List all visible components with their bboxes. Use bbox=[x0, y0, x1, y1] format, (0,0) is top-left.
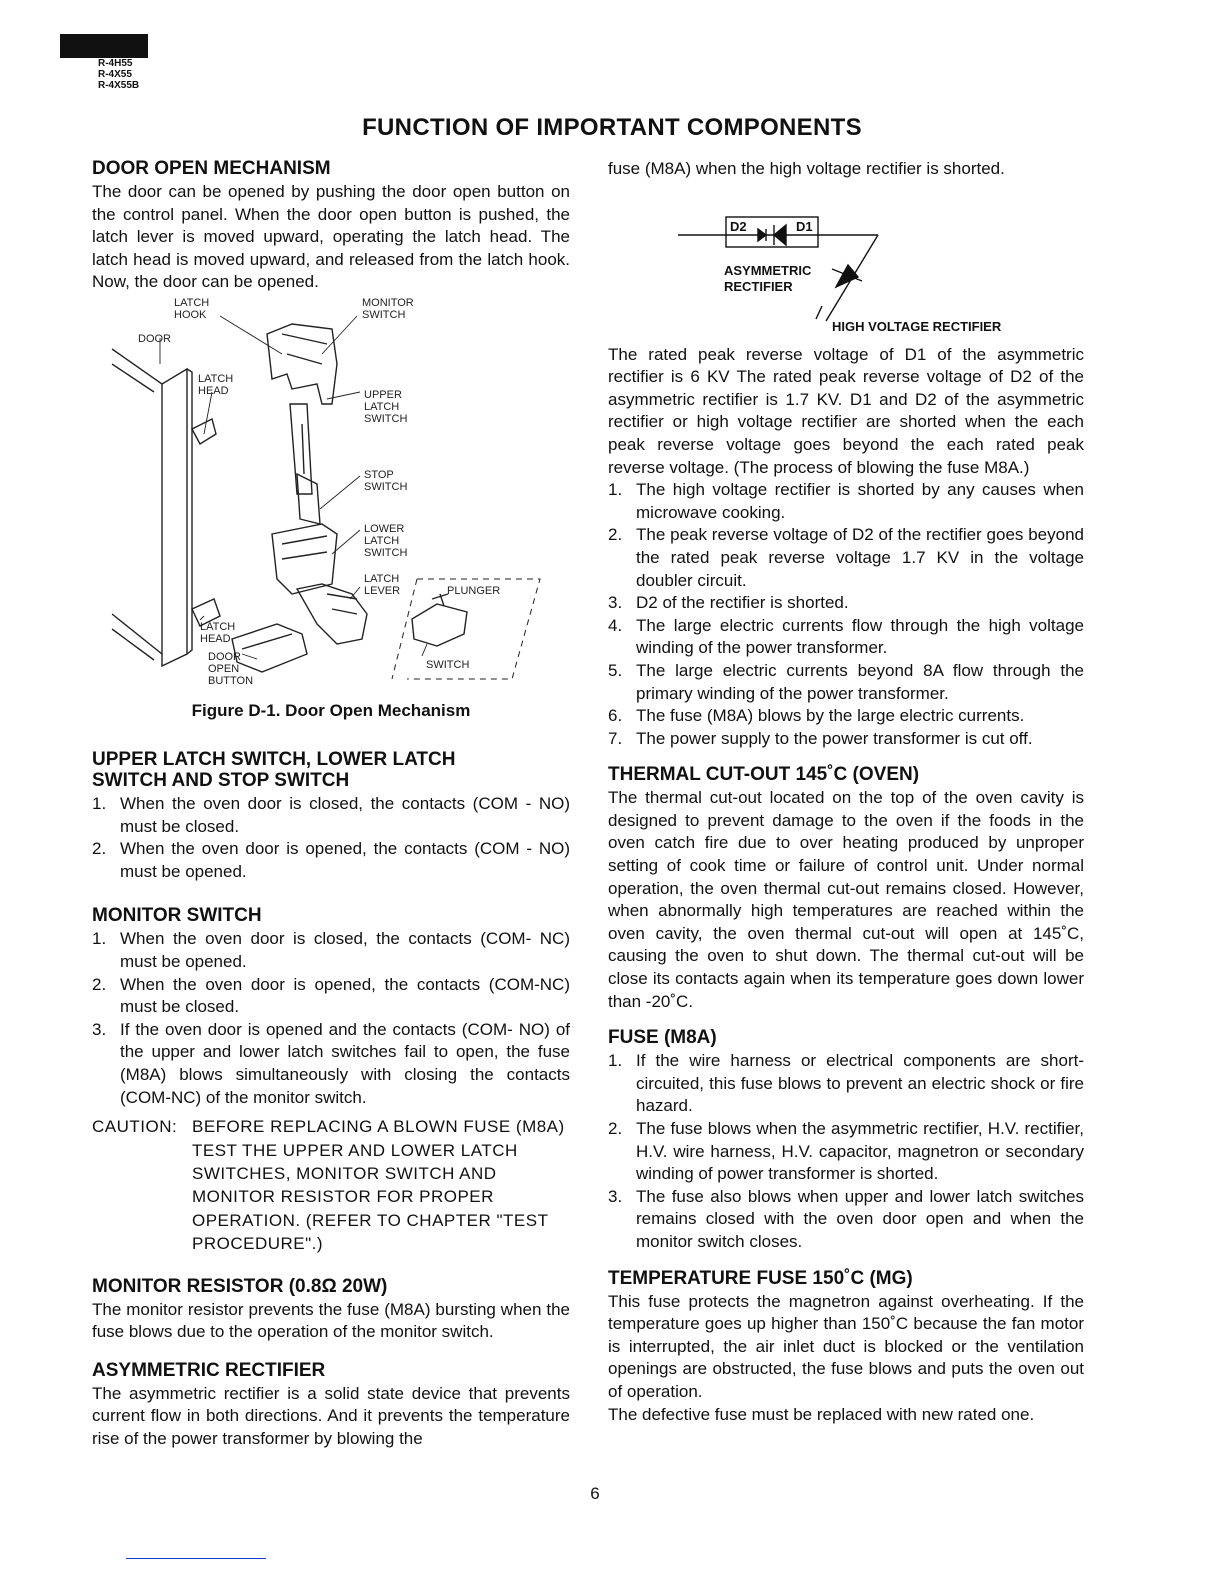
label-monitor-switch-1: MONITOR bbox=[362, 296, 414, 309]
item-number: 1. bbox=[92, 793, 107, 813]
asymmetric-label-2: RECTIFIER bbox=[724, 278, 793, 294]
temperature-fuse-text: This fuse protects the magnetron against overheating. If the temperature goes up higher than 150˚C because the fan motor is interrupted, the air inlet duct is blocked or the ventilation openings are obstructed, the fuse blows and puts the oven out of operation. bbox=[608, 1291, 1084, 1401]
door-panel bbox=[162, 369, 187, 666]
item-number: 3. bbox=[608, 593, 623, 613]
model-numbers bbox=[98, 58, 139, 91]
list-item bbox=[608, 1186, 1084, 1254]
list-item bbox=[608, 592, 1084, 615]
page-title: FUNCTION OF IMPORTANT COMPONENTS bbox=[362, 114, 862, 141]
temperature-fuse-text-2: The defective fuse must be replaced with new rated one. bbox=[608, 1404, 1035, 1424]
label-upper-3: SWITCH bbox=[364, 412, 408, 425]
latch-switches-list bbox=[92, 793, 570, 883]
item-number: 3. bbox=[92, 1019, 107, 1039]
list-item bbox=[608, 524, 1084, 592]
label-stop-1: STOP bbox=[364, 468, 394, 481]
list-item bbox=[92, 1019, 570, 1109]
fuse-blow-process-list bbox=[608, 479, 1084, 750]
asymmetric-rectifier-text-cont: fuse (M8A) when the high voltage rectifier is shorted. bbox=[608, 159, 1005, 178]
label-latch-hook-2: HOOK bbox=[174, 308, 207, 321]
item-text: The peak reverse voltage of D2 of the rectifier goes beyond the rated peak reverse voltage 1.7 KV in the voltage doubler circuit. bbox=[636, 525, 1084, 590]
item-text: If the wire harness or electrical components are short-circuited, this fuse blows to prevent an electric shock or fire hazard. bbox=[636, 1051, 1084, 1116]
label-button-1: DOOR bbox=[208, 650, 241, 663]
item-text: The power supply to the power transformer is cut off. bbox=[636, 728, 1033, 748]
list-item bbox=[92, 928, 570, 973]
door-open-text: The door can be opened by pushing the door open button on the control panel. When the door open button is pushed, the latch lever is moved upward, operating the latch head. The latch head is moved upward, and released from the latch hook. Now, the door can be opened. bbox=[92, 182, 570, 292]
hv-rectifier-label: HIGH VOLTAGE RECTIFIER bbox=[832, 318, 1002, 334]
fuse-heading: FUSE (M8A) bbox=[608, 1027, 717, 1049]
latch-switches-heading-1: UPPER LATCH SWITCH, LOWER LATCH bbox=[92, 748, 456, 770]
list-item bbox=[608, 660, 1084, 705]
rectifier-voltage-text: The rated peak reverse voltage of D1 of the asymmetric rectifier is 6 KV The rated peak reverse voltage of D2 of the asymmetric rectifier is 1.7 KV. D1 and D2 of the asymmetric rectifier or high voltage rectifier are shorted when the each peak reverse voltage goes beyond the each rated peak reverse voltage. (The process of blowing the fuse M8A.) bbox=[608, 344, 1084, 477]
latch-switches-heading-2: SWITCH AND STOP SWITCH bbox=[92, 769, 350, 791]
list-item bbox=[92, 838, 570, 883]
d2-label: D2 bbox=[730, 218, 747, 234]
plunger-switch-shape bbox=[412, 604, 467, 646]
item-number: 7. bbox=[608, 728, 623, 748]
monitor-resistor-text: The monitor resistor prevents the fuse (M8A) bursting when the fuse blows due to the operation of the monitor switch. bbox=[92, 1299, 570, 1342]
item-text: When the oven door is closed, the contacts (COM- NC) must be opened. bbox=[120, 929, 570, 971]
label-lever-1: LATCH bbox=[364, 572, 400, 585]
label-button-3: BUTTON bbox=[208, 674, 254, 687]
thermal-cutout-heading: THERMAL CUT-OUT 145˚C (OVEN) bbox=[608, 764, 920, 786]
label-switch: SWITCH bbox=[426, 658, 470, 671]
lower-mechanism bbox=[272, 524, 337, 594]
item-number: 3. bbox=[608, 1186, 623, 1206]
list-item bbox=[608, 479, 1084, 524]
temperature-fuse-heading: TEMPERATURE FUSE 150˚C (MG) bbox=[608, 1267, 913, 1289]
label-button-2: OPEN bbox=[208, 662, 240, 675]
item-number: 4. bbox=[608, 615, 623, 635]
item-number: 2. bbox=[608, 1119, 623, 1138]
figure-caption: Figure D-1. Door Open Mechanism bbox=[191, 700, 471, 720]
item-text: D2 of the rectifier is shorted. bbox=[636, 593, 849, 613]
label-monitor-switch-2: SWITCH bbox=[362, 308, 406, 321]
list-item bbox=[608, 1118, 1084, 1186]
thermal-cutout-text: The thermal cut-out located on the top of the oven cavity is designed to prevent damage to the oven if the foods in the oven catch fire due to over heating produced by unproper setting of cook time or failure of control unit. Under normal operation, the oven thermal cut-out remains closed. However, when abnormally high temperatures are reached within the oven cavity, the oven thermal cut-out will open at 145˚C, causing the oven to shut down. The thermal cut-out will be close its contacts again when its temperature goes down lower than -20˚C. bbox=[608, 788, 1084, 1011]
item-number: 2. bbox=[92, 839, 107, 859]
item-text: If the oven door is opened and the contacts (COM- NO) of the upper and lower latch switches fail to open, the fuse (M8A) blows simultaneously with closing the contacts (COM-NC) of the monitor switch. bbox=[120, 1019, 570, 1107]
header-black-bar bbox=[60, 34, 148, 58]
label-upper-1: UPPER bbox=[364, 388, 402, 401]
item-number: 2. bbox=[92, 974, 107, 994]
right-column bbox=[608, 158, 1084, 1426]
fuse-list bbox=[608, 1050, 1084, 1253]
monitor-switch-heading: MONITOR SWITCH bbox=[92, 905, 262, 927]
item-text: The fuse (M8A) blows by the large electric currents. bbox=[636, 706, 1025, 726]
model-number: R-4X55B bbox=[98, 80, 140, 91]
asymmetric-label-1: ASYMMETRIC bbox=[724, 262, 812, 278]
footer-line bbox=[126, 1558, 266, 1559]
label-upper-2: LATCH bbox=[364, 400, 400, 413]
d1-label: D1 bbox=[796, 218, 813, 234]
item-text: The fuse blows when the asymmetric rectifier, H.V. rectifier, H.V. wire harness, H.V. capacitor, magnetron or secondary winding of power transformer is shorted. bbox=[636, 1119, 1084, 1184]
item-number: 5. bbox=[608, 660, 623, 680]
list-item bbox=[608, 615, 1084, 660]
item-number: 1. bbox=[608, 480, 623, 500]
caution-label: CAUTION: bbox=[92, 1117, 178, 1137]
asymmetric-rectifier-text: The asymmetric rectifier is a solid state device that prevents current flow in both directions. And it prevents the temperature rise of the power transformer by blowing the bbox=[92, 1383, 570, 1448]
label-latch-head-b1: LATCH bbox=[200, 620, 236, 633]
label-latch-head-b2: HEAD bbox=[200, 632, 231, 645]
label-latch-head-1: LATCH bbox=[198, 372, 234, 385]
item-number: 2. bbox=[608, 525, 623, 545]
page-number: 6 bbox=[590, 1484, 600, 1503]
item-text: The large electric currents beyond 8A flow through the primary winding of the power transformer. bbox=[636, 660, 1084, 703]
item-number: 1. bbox=[608, 1051, 623, 1071]
upper-mechanism bbox=[267, 324, 337, 404]
label-lower-3: SWITCH bbox=[364, 546, 408, 559]
item-number: 6. bbox=[608, 706, 623, 726]
item-text: When the oven door is closed, the contacts (COM - NO) must be closed. bbox=[120, 793, 570, 836]
monitor-resistor-heading: MONITOR RESISTOR (0.8Ω 20W) bbox=[92, 1275, 388, 1297]
list-item bbox=[608, 1050, 1084, 1118]
caution-text: BEFORE REPLACING A BLOWN FUSE (M8A) TEST THE UPPER AND LOWER LATCH SWITCHES, MONITOR SWITCH AND MONITOR RESISTOR FOR PROPER OPERATION. (REFER TO CHAPTER "TEST PROCEDURE".) bbox=[192, 1117, 565, 1254]
list-item bbox=[92, 974, 570, 1019]
label-door: DOOR bbox=[138, 332, 171, 345]
label-stop-2: SWITCH bbox=[364, 480, 408, 493]
list-item bbox=[92, 793, 570, 838]
caution-note bbox=[92, 1115, 570, 1255]
item-text: The fuse also blows when upper and lower latch switches remains closed with the oven door open and when the monitor switch closes. bbox=[636, 1186, 1084, 1251]
label-lever-2: LEVER bbox=[364, 584, 401, 597]
list-item bbox=[608, 705, 1084, 728]
item-text: When the oven door is opened, the contacts (COM - NO) must be opened. bbox=[120, 839, 570, 881]
door-mechanism-diagram bbox=[92, 294, 570, 694]
item-text: When the oven door is opened, the contacts (COM-NC) must be closed. bbox=[120, 974, 570, 1017]
door-open-heading: DOOR OPEN MECHANISM bbox=[92, 158, 331, 179]
left-column bbox=[92, 158, 570, 1451]
asymmetric-rectifier-heading: ASYMMETRIC RECTIFIER bbox=[92, 1359, 326, 1381]
door-open-figure bbox=[92, 294, 570, 721]
latch-head-upper bbox=[192, 419, 216, 444]
monitor-switch-list bbox=[92, 928, 570, 1109]
label-plunger: PLUNGER bbox=[447, 584, 501, 597]
label-latch-head-2: HEAD bbox=[198, 384, 229, 397]
label-latch-hook-1: LATCH bbox=[174, 296, 210, 309]
model-number: R-4H55 bbox=[98, 58, 133, 69]
item-number: 1. bbox=[92, 929, 107, 949]
label-lower-1: LOWER bbox=[364, 522, 405, 535]
label-lower-2: LATCH bbox=[364, 534, 400, 547]
item-text: The large electric currents flow through the high voltage winding of the power transformer. bbox=[636, 615, 1084, 658]
rectifier-diagram bbox=[608, 181, 1084, 334]
item-text: The high voltage rectifier is shorted by any causes when microwave cooking. bbox=[636, 480, 1084, 522]
list-item bbox=[608, 728, 1084, 751]
model-number: R-4X55 bbox=[98, 69, 132, 80]
